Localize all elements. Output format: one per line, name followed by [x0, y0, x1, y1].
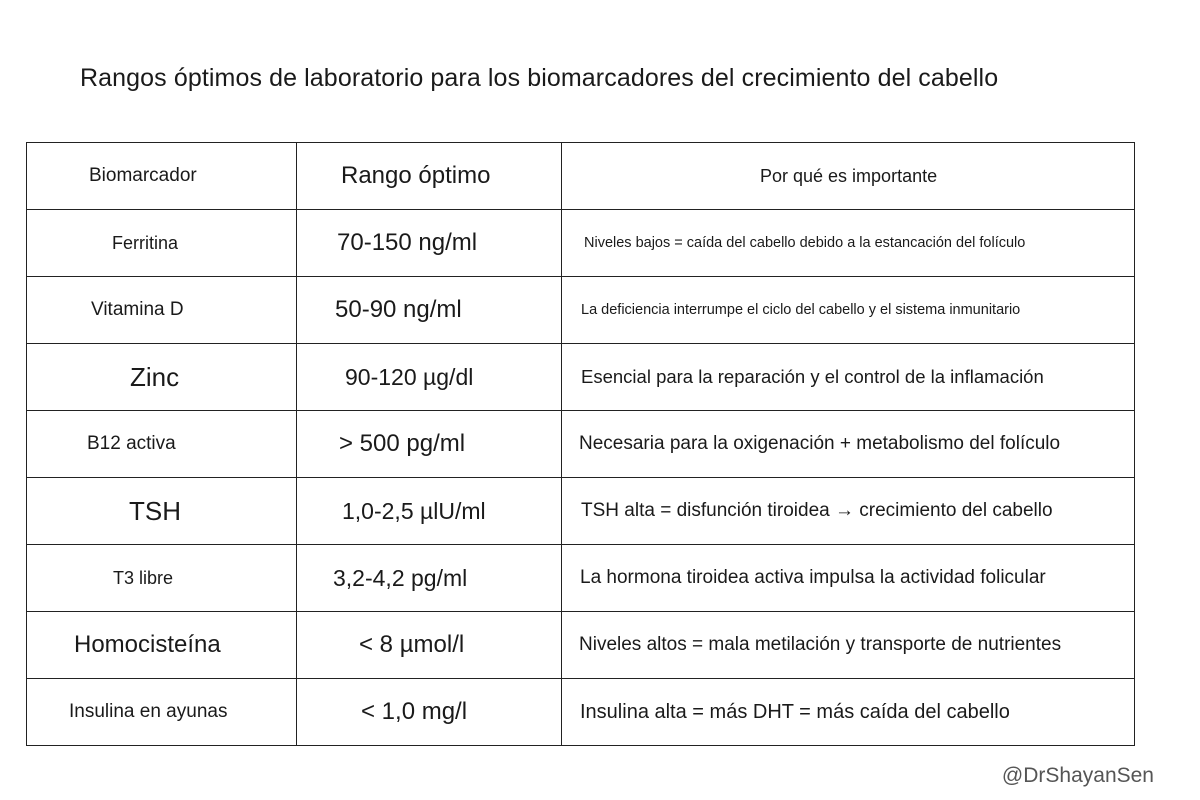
why-cell: Insulina alta = más DHT = más caída del cabello: [562, 679, 1135, 746]
biomarker-table: [26, 142, 1135, 746]
table-row: [27, 545, 1135, 612]
why-cell: Niveles bajos = caída del cabello debido a la estancación del folículo: [562, 210, 1135, 277]
range-cell: < 8 µmol/l: [297, 612, 562, 679]
why-cell: TSH alta = disfunción tiroidea → crecimiento del cabello: [562, 478, 1135, 545]
biomarker-cell: Homocisteína: [27, 612, 297, 679]
biomarker-cell: TSH: [27, 478, 297, 545]
header-optimal-range: Rango óptimo: [297, 143, 562, 210]
range-cell: 3,2-4,2 pg/ml: [297, 545, 562, 612]
header-biomarker: Biomarcador: [27, 143, 297, 210]
biomarker-cell: Zinc: [27, 344, 297, 411]
range-cell: 1,0-2,5 µlU/ml: [297, 478, 562, 545]
range-cell: 70-150 ng/ml: [297, 210, 562, 277]
table-row: [27, 411, 1135, 478]
header-why-important: Por qué es importante: [562, 143, 1135, 210]
biomarker-cell: Vitamina D: [27, 277, 297, 344]
range-cell: < 1,0 mg/l: [297, 679, 562, 746]
range-cell: > 500 pg/ml: [297, 411, 562, 478]
biomarker-cell: T3 libre: [27, 545, 297, 612]
biomarker-cell: Insulina en ayunas: [27, 679, 297, 746]
author-watermark: @DrShayanSen: [1001, 764, 1154, 787]
why-cell: Necesaria para la oxigenación + metabolismo del folículo: [562, 411, 1135, 478]
why-cell: Esencial para la reparación y el control de la inflamación: [562, 344, 1135, 411]
table-row: [27, 478, 1135, 545]
why-cell: La hormona tiroidea activa impulsa la actividad folicular: [562, 545, 1135, 612]
table-row: [27, 210, 1135, 277]
table-header-row: [27, 143, 1135, 210]
range-cell: 90-120 µg/dl: [297, 344, 562, 411]
biomarker-cell: B12 activa: [27, 411, 297, 478]
range-cell: 50-90 ng/ml: [297, 277, 562, 344]
table-row: [27, 277, 1135, 344]
table-row: [27, 679, 1135, 746]
why-cell: La deficiencia interrumpe el ciclo del cabello y el sistema inmunitario: [562, 277, 1135, 344]
biomarker-cell: Ferritina: [27, 210, 297, 277]
table-row: [27, 612, 1135, 679]
why-cell: Niveles altos = mala metilación y transporte de nutrientes: [562, 612, 1135, 679]
page-title: Rangos óptimos de laboratorio para los biomarcadores del crecimiento del cabello: [80, 64, 999, 92]
table-row: [27, 344, 1135, 411]
